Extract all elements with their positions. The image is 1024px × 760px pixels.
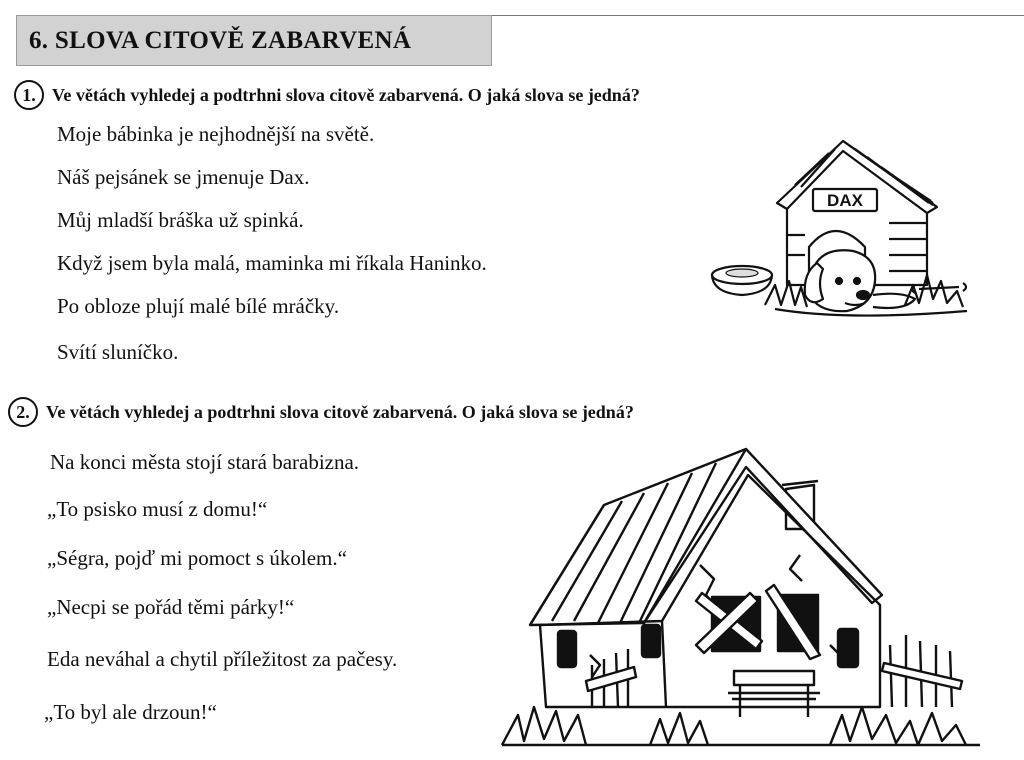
- task2-instruction: Ve větách vyhledej a podtrhni slova citově zabarvená. O jaká slova se jedná?: [46, 401, 634, 422]
- task1-sentence-5: Po obloze plují malé bílé mráčky.: [57, 294, 340, 318]
- task2-sentence-6: „To byl ale drzoun!“: [44, 700, 217, 724]
- task2-sentence-5: Eda neváhal a chytil příležitost za pačesy.: [47, 647, 398, 671]
- task1-sentence-3: Můj mladší bráška už spinká.: [57, 208, 304, 232]
- doghouse-sign-text: DAX: [827, 191, 863, 210]
- task2-sentence-3: „Ségra, pojď mi pomoct s úkolem.“: [47, 546, 347, 570]
- task1-sentence-6: Svítí sluníčko.: [57, 340, 179, 364]
- task2-sentence-4: „Necpi se pořád těmi párky!“: [47, 595, 295, 619]
- task2-sentence-1: Na konci města stojí stará barabizna.: [50, 450, 360, 474]
- task1-sentence-2: Náš pejsánek se jmenuje Dax.: [57, 165, 310, 189]
- task1-number: 1.: [14, 80, 44, 110]
- task1-instruction-row: [14, 80, 640, 110]
- task2-instruction-row: [8, 397, 634, 427]
- top-rule: [492, 15, 1024, 16]
- task1-sentence-4: Když jsem byla malá, maminka mi říkala Haninko.: [57, 251, 487, 275]
- task2-number: 2.: [8, 397, 38, 427]
- old-house-illustration: [500, 445, 990, 750]
- worksheet-title: 6. SLOVA CITOVĚ ZABARVENÁ: [16, 15, 492, 66]
- task2-sentence-2: „To psisko musí z domu!“: [47, 497, 268, 521]
- doghouse-illustration: [705, 135, 975, 330]
- task1-sentence-1: Moje bábinka je nejhodnější na světě.: [57, 122, 375, 146]
- task1-instruction: Ve větách vyhledej a podtrhni slova citově zabarvená. O jaká slova se jedná?: [52, 84, 640, 105]
